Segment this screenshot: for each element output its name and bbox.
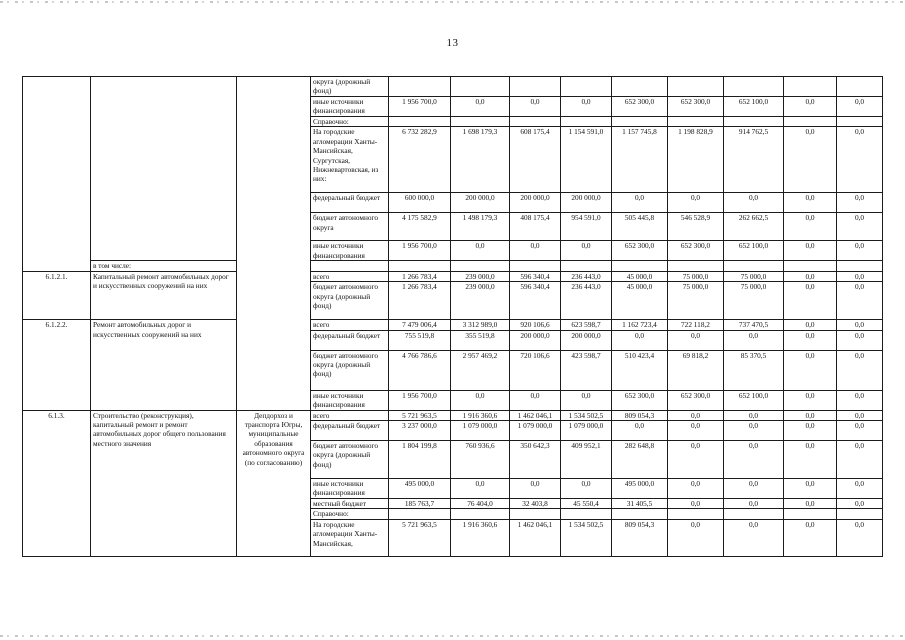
- value-cell: [612, 117, 668, 127]
- value-cell: [510, 509, 561, 519]
- value-cell: 652 300,0: [612, 97, 668, 117]
- value-cell: 0,0: [784, 97, 837, 117]
- value-cell: 0,0: [451, 97, 510, 117]
- item-name: Ремонт автомобильных дорог и искусственных сооружений на них: [91, 320, 237, 410]
- funding-source: округа (дорожный фонд): [311, 77, 389, 97]
- value-cell: 32 403,8: [510, 499, 561, 509]
- value-cell: 7 479 006,4: [389, 320, 451, 330]
- value-cell: 282 648,8: [612, 441, 668, 479]
- value-cell: 236 443,0: [561, 282, 612, 320]
- value-cell: 4 175 582,9: [389, 213, 451, 241]
- value-cell: 0,0: [784, 499, 837, 509]
- value-cell: [561, 509, 612, 519]
- value-cell: 1 956 700,0: [389, 97, 451, 117]
- value-cell: [668, 261, 724, 271]
- value-cell: 239 000,0: [451, 282, 510, 320]
- value-cell: [510, 77, 561, 97]
- value-cell: 510 423,4: [612, 350, 668, 390]
- value-cell: 75 000,0: [724, 271, 784, 281]
- value-cell: 0,0: [837, 499, 883, 509]
- value-cell: 408 175,4: [510, 213, 561, 241]
- value-cell: 0,0: [724, 330, 784, 350]
- value-cell: 0,0: [784, 410, 837, 420]
- value-cell: [837, 117, 883, 127]
- scan-edge-bottom: [0, 635, 905, 637]
- name-cell: [91, 77, 237, 261]
- item-name: Строительство (реконструкция), капитальный ремонт и ремонт автомобильных дорог общего пользования местного значения: [91, 410, 237, 556]
- value-cell: [668, 77, 724, 97]
- value-cell: 200 000,0: [561, 330, 612, 350]
- value-cell: 600 000,0: [389, 193, 451, 213]
- value-cell: 1 498 179,3: [451, 213, 510, 241]
- value-cell: 0,0: [561, 97, 612, 117]
- executor-cell: [237, 77, 311, 411]
- value-cell: 652 300,0: [668, 390, 724, 410]
- value-cell: 0,0: [451, 390, 510, 410]
- value-cell: [668, 509, 724, 519]
- value-cell: 546 528,9: [668, 213, 724, 241]
- value-cell: 652 100,0: [724, 241, 784, 261]
- value-cell: 920 106,6: [510, 320, 561, 330]
- value-cell: 1 804 199,8: [389, 441, 451, 479]
- value-cell: 0,0: [451, 241, 510, 261]
- value-cell: 31 405,5: [612, 499, 668, 509]
- value-cell: 0,0: [784, 320, 837, 330]
- value-cell: 1 157 745,8: [612, 127, 668, 193]
- item-executor: Депдорхоз и транспорта Югры, муниципальные образования автономного округа (по согласованию): [237, 410, 311, 556]
- value-cell: 0,0: [837, 193, 883, 213]
- value-cell: [784, 77, 837, 97]
- funding-source: На городские агломерации Ханты-Мансийская, Сургутская, Нижневартовская, из них:: [311, 127, 389, 193]
- value-cell: 954 591,0: [561, 213, 612, 241]
- value-cell: 0,0: [784, 479, 837, 499]
- value-cell: 0,0: [784, 241, 837, 261]
- table-row: [23, 271, 883, 281]
- value-cell: [724, 77, 784, 97]
- value-cell: 652 300,0: [668, 241, 724, 261]
- value-cell: 1 266 783,4: [389, 271, 451, 281]
- value-cell: 0,0: [724, 410, 784, 420]
- value-cell: 75 000,0: [724, 282, 784, 320]
- value-cell: 0,0: [668, 479, 724, 499]
- value-cell: 0,0: [784, 282, 837, 320]
- value-cell: [451, 261, 510, 271]
- value-cell: 0,0: [510, 241, 561, 261]
- value-cell: 4 766 786,6: [389, 350, 451, 390]
- value-cell: 1 916 360,6: [451, 519, 510, 556]
- value-cell: [389, 509, 451, 519]
- value-cell: 1 956 700,0: [389, 390, 451, 410]
- funding-source: иные источники финансирования: [311, 241, 389, 261]
- value-cell: 1 079 000,0: [561, 421, 612, 441]
- value-cell: 0,0: [784, 519, 837, 556]
- value-cell: 1 698 179,3: [451, 127, 510, 193]
- value-cell: 1 462 046,1: [510, 519, 561, 556]
- funding-source: иные источники финансирования: [311, 390, 389, 410]
- value-cell: 0,0: [784, 421, 837, 441]
- value-cell: 0,0: [837, 97, 883, 117]
- funding-source: Справочно:: [311, 509, 389, 519]
- value-cell: 6 732 282,9: [389, 127, 451, 193]
- value-cell: [837, 261, 883, 271]
- item-code: 6.1.3.: [23, 410, 91, 556]
- value-cell: 3 237 000,0: [389, 421, 451, 441]
- value-cell: 652 300,0: [612, 390, 668, 410]
- value-cell: 809 054,3: [612, 410, 668, 420]
- value-cell: 75 000,0: [668, 271, 724, 281]
- value-cell: 0,0: [837, 241, 883, 261]
- value-cell: 1 956 700,0: [389, 241, 451, 261]
- value-cell: 1 534 502,5: [561, 519, 612, 556]
- value-cell: 45 000,0: [612, 282, 668, 320]
- value-cell: [561, 261, 612, 271]
- value-cell: 0,0: [510, 390, 561, 410]
- value-cell: 85 370,5: [724, 350, 784, 390]
- value-cell: 0,0: [724, 441, 784, 479]
- value-cell: 0,0: [668, 499, 724, 509]
- value-cell: [668, 117, 724, 127]
- value-cell: [784, 117, 837, 127]
- value-cell: 1 079 000,0: [451, 421, 510, 441]
- funding-source: местный бюджет: [311, 499, 389, 509]
- value-cell: 0,0: [668, 441, 724, 479]
- value-cell: 0,0: [668, 421, 724, 441]
- page-number: 13: [446, 37, 459, 49]
- value-cell: [612, 509, 668, 519]
- value-cell: 200 000,0: [510, 330, 561, 350]
- value-cell: 495 000,0: [389, 479, 451, 499]
- value-cell: 0,0: [784, 350, 837, 390]
- value-cell: [389, 261, 451, 271]
- value-cell: 409 952,1: [561, 441, 612, 479]
- value-cell: 0,0: [837, 519, 883, 556]
- value-cell: 236 443,0: [561, 271, 612, 281]
- value-cell: 0,0: [510, 479, 561, 499]
- value-cell: 200 000,0: [561, 193, 612, 213]
- table-body: [23, 77, 883, 557]
- value-cell: 1 079 000,0: [510, 421, 561, 441]
- scan-edge-top: [0, 1, 905, 3]
- value-cell: 0,0: [784, 193, 837, 213]
- value-cell: 0,0: [837, 127, 883, 193]
- value-cell: 652 100,0: [724, 97, 784, 117]
- funding-source: федеральный бюджет: [311, 193, 389, 213]
- value-cell: [784, 509, 837, 519]
- value-cell: [451, 509, 510, 519]
- value-cell: 3 312 989,0: [451, 320, 510, 330]
- value-cell: 0,0: [668, 519, 724, 556]
- value-cell: 652 300,0: [612, 241, 668, 261]
- subsection-label: в том числе:: [91, 261, 237, 271]
- funding-source: Справочно:: [311, 117, 389, 127]
- table-row: [23, 77, 883, 97]
- value-cell: 0,0: [668, 410, 724, 420]
- value-cell: 0,0: [724, 193, 784, 213]
- value-cell: 1 266 783,4: [389, 282, 451, 320]
- value-cell: 652 100,0: [724, 390, 784, 410]
- value-cell: [451, 117, 510, 127]
- value-cell: [561, 77, 612, 97]
- funding-source: бюджет автономного округа (дорожный фонд): [311, 350, 389, 390]
- value-cell: [724, 117, 784, 127]
- value-cell: 0,0: [510, 97, 561, 117]
- value-cell: 0,0: [837, 330, 883, 350]
- value-cell: [724, 261, 784, 271]
- value-cell: 5 721 963,5: [389, 519, 451, 556]
- funding-source: федеральный бюджет: [311, 421, 389, 441]
- value-cell: 0,0: [784, 441, 837, 479]
- value-cell: [837, 509, 883, 519]
- value-cell: [612, 261, 668, 271]
- value-cell: 0,0: [561, 241, 612, 261]
- funding-source: На городские агломерации Ханты-Мансийская,: [311, 519, 389, 556]
- value-cell: 755 519,8: [389, 330, 451, 350]
- value-cell: [561, 117, 612, 127]
- value-cell: 239 000,0: [451, 271, 510, 281]
- value-cell: 0,0: [561, 390, 612, 410]
- value-cell: 0,0: [784, 271, 837, 281]
- item-code: 6.1.2.1.: [23, 271, 91, 319]
- value-cell: 185 763,7: [389, 499, 451, 509]
- funding-source: бюджет автономного округа: [311, 213, 389, 241]
- value-cell: 505 445,8: [612, 213, 668, 241]
- value-cell: [451, 77, 510, 97]
- table-row: [23, 410, 883, 420]
- value-cell: 200 000,0: [451, 193, 510, 213]
- value-cell: [389, 77, 451, 97]
- value-cell: [837, 77, 883, 97]
- value-cell: 720 106,6: [510, 350, 561, 390]
- funding-source: всего: [311, 320, 389, 330]
- value-cell: 0,0: [612, 330, 668, 350]
- value-cell: 0,0: [561, 479, 612, 499]
- item-name: Капитальный ремонт автомобильных дорог и искусственных сооружений на них: [91, 271, 237, 319]
- funding-source: иные источники финансирования: [311, 479, 389, 499]
- value-cell: 0,0: [451, 479, 510, 499]
- value-cell: 760 936,6: [451, 441, 510, 479]
- value-cell: 0,0: [837, 390, 883, 410]
- funding-source: бюджет автономного округа (дорожный фонд): [311, 441, 389, 479]
- value-cell: 0,0: [724, 519, 784, 556]
- value-cell: [510, 261, 561, 271]
- value-cell: [510, 117, 561, 127]
- funding-source: иные источники финансирования: [311, 97, 389, 117]
- value-cell: 0,0: [784, 390, 837, 410]
- value-cell: 1 154 591,0: [561, 127, 612, 193]
- value-cell: 1 198 828,9: [668, 127, 724, 193]
- funding-source: бюджет автономного округа (дорожный фонд): [311, 282, 389, 320]
- value-cell: [724, 509, 784, 519]
- value-cell: 1 534 502,5: [561, 410, 612, 420]
- code-cell: [23, 77, 91, 272]
- value-cell: 737 470,5: [724, 320, 784, 330]
- value-cell: 0,0: [668, 193, 724, 213]
- value-cell: 596 340,4: [510, 282, 561, 320]
- funding-source: всего: [311, 271, 389, 281]
- value-cell: 355 519,8: [451, 330, 510, 350]
- value-cell: 722 118,2: [668, 320, 724, 330]
- budget-table: [22, 76, 883, 557]
- value-cell: 0,0: [612, 193, 668, 213]
- value-cell: 914 762,5: [724, 127, 784, 193]
- funding-source: всего: [311, 410, 389, 420]
- value-cell: 0,0: [837, 410, 883, 420]
- value-cell: 0,0: [837, 421, 883, 441]
- value-cell: 0,0: [724, 499, 784, 509]
- value-cell: 0,0: [837, 271, 883, 281]
- value-cell: 0,0: [612, 421, 668, 441]
- funding-source: [311, 261, 389, 271]
- value-cell: 2 957 469,2: [451, 350, 510, 390]
- value-cell: 608 175,4: [510, 127, 561, 193]
- value-cell: 69 818,2: [668, 350, 724, 390]
- value-cell: 423 598,7: [561, 350, 612, 390]
- value-cell: [784, 261, 837, 271]
- value-cell: 200 000,0: [510, 193, 561, 213]
- item-code: 6.1.2.2.: [23, 320, 91, 410]
- value-cell: 1 916 360,6: [451, 410, 510, 420]
- value-cell: 45 550,4: [561, 499, 612, 509]
- value-cell: 76 404,0: [451, 499, 510, 509]
- value-cell: 0,0: [837, 479, 883, 499]
- value-cell: 0,0: [837, 320, 883, 330]
- value-cell: 1 462 046,1: [510, 410, 561, 420]
- value-cell: 0,0: [724, 479, 784, 499]
- value-cell: 623 598,7: [561, 320, 612, 330]
- value-cell: 0,0: [784, 213, 837, 241]
- value-cell: 5 721 963,5: [389, 410, 451, 420]
- value-cell: 0,0: [837, 441, 883, 479]
- value-cell: 350 642,3: [510, 441, 561, 479]
- value-cell: 262 662,5: [724, 213, 784, 241]
- value-cell: 0,0: [668, 330, 724, 350]
- value-cell: 0,0: [837, 213, 883, 241]
- value-cell: 0,0: [837, 282, 883, 320]
- value-cell: 75 000,0: [668, 282, 724, 320]
- value-cell: [612, 77, 668, 97]
- value-cell: 0,0: [784, 127, 837, 193]
- value-cell: [389, 117, 451, 127]
- table-row: [23, 261, 883, 271]
- table-row: [23, 320, 883, 330]
- value-cell: 1 162 723,4: [612, 320, 668, 330]
- funding-source: федеральный бюджет: [311, 330, 389, 350]
- value-cell: 0,0: [837, 350, 883, 390]
- value-cell: 652 300,0: [668, 97, 724, 117]
- value-cell: 809 054,3: [612, 519, 668, 556]
- value-cell: 0,0: [784, 330, 837, 350]
- value-cell: 596 340,4: [510, 271, 561, 281]
- value-cell: 45 000,0: [612, 271, 668, 281]
- value-cell: 495 000,0: [612, 479, 668, 499]
- value-cell: 0,0: [724, 421, 784, 441]
